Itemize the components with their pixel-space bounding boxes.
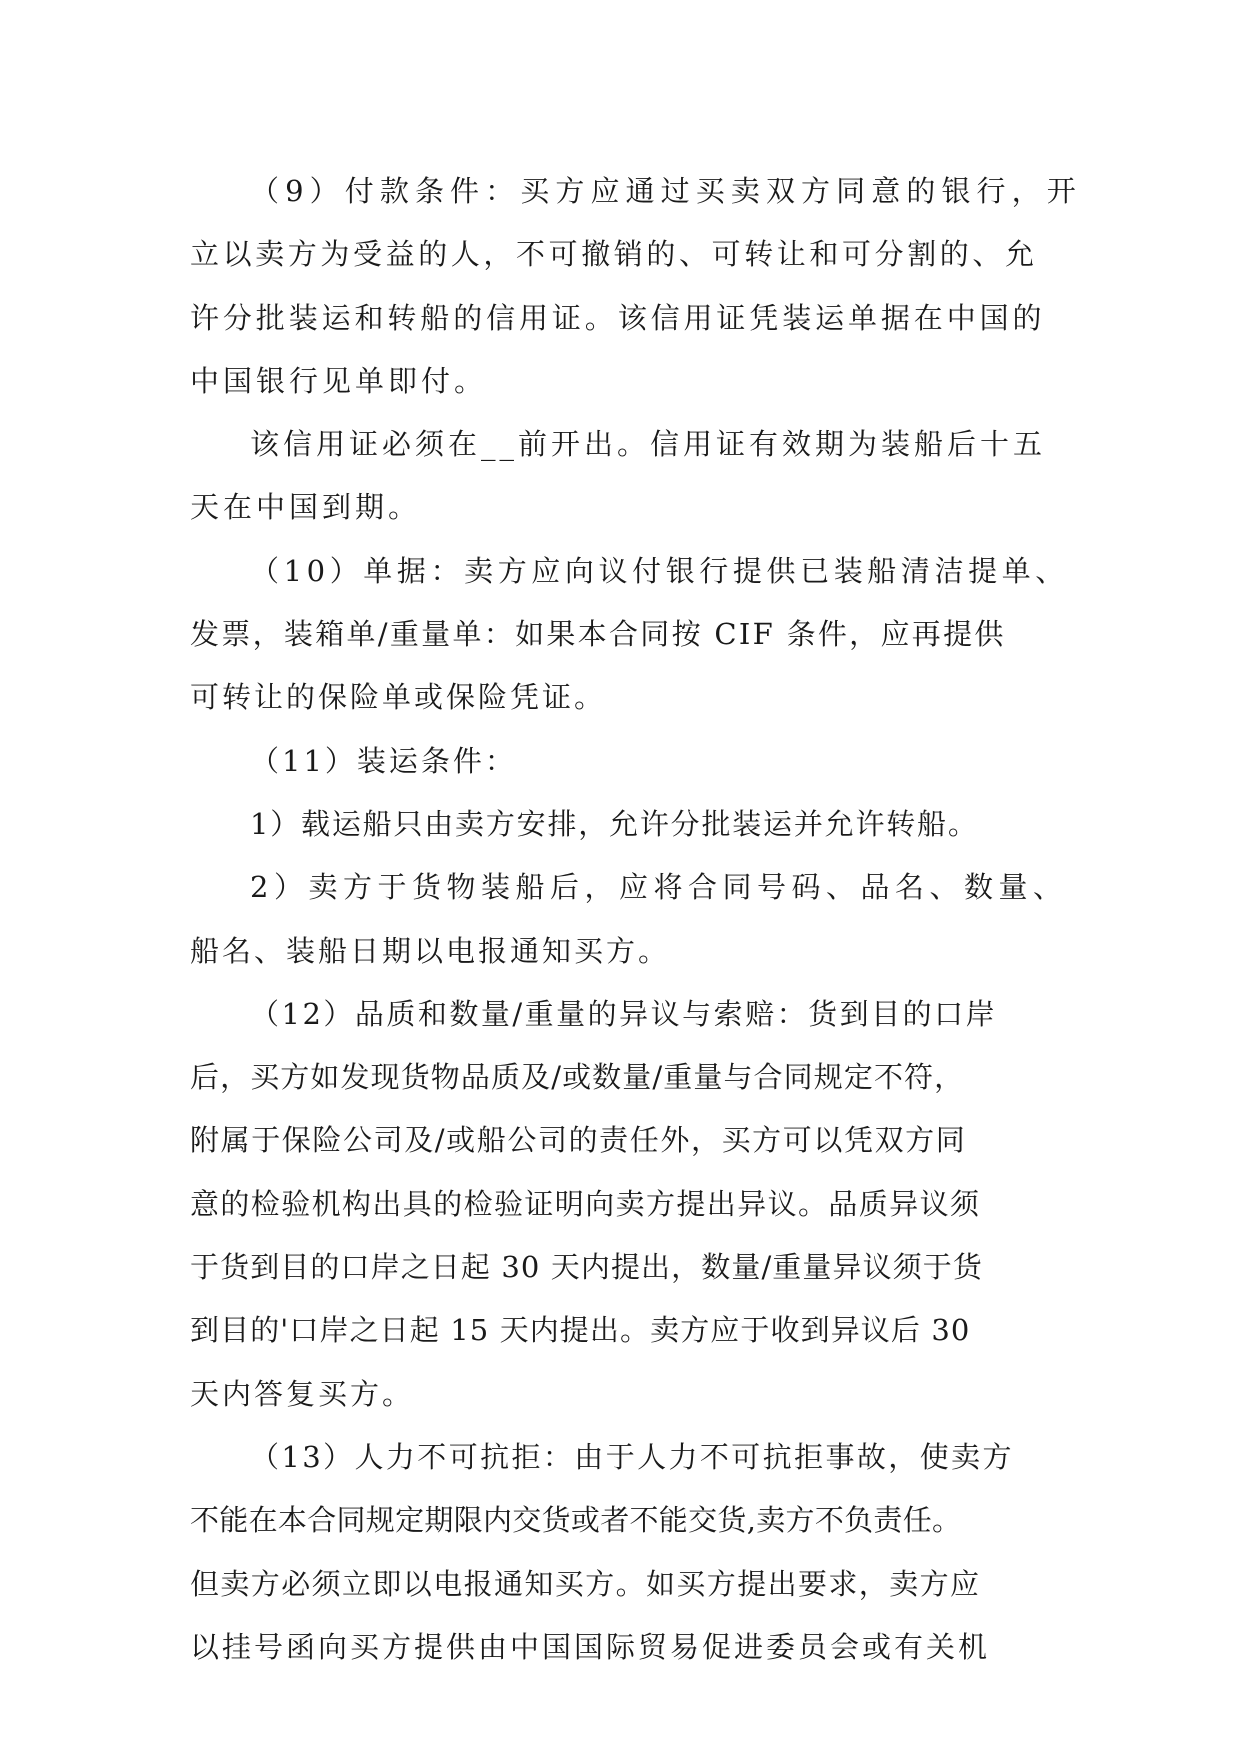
text-line: 发票，装箱单/重量单：如果本合同按 CIF 条件，应再提供 [190, 617, 1006, 652]
text-line: 附属于保险公司及/或船公司的责任外，买方可以凭双方同 [190, 1123, 967, 1158]
text-line: 中国银行见单即付。 [190, 363, 488, 398]
text-line: 于货到目的口岸之日起 30 天内提出，数量/重量异议须于货 [190, 1250, 984, 1285]
text-line: 可转让的保险单或保险凭证。 [190, 680, 607, 715]
text-line: 许分批装运和转船的信用证。该信用证凭装运单据在中国的 [190, 300, 1046, 335]
text-line: 2）卖方于货物装船后，应将合同号码、品名、数量、 [250, 870, 1068, 905]
text-line: （11）装运条件： [250, 743, 517, 778]
text-line: 该信用证必须在__前开出。信用证有效期为装船后十五 [250, 427, 1047, 462]
text-line: （10）单据：卖方应向议付银行提供已装船清洁提单、 [250, 553, 1069, 588]
text-line: 不能在本合同规定期限内交货或者不能交货,卖方不负责任。 [190, 1503, 962, 1538]
text-line: （12）品质和数量/重量的异议与索赔：货到目的口岸 [250, 996, 998, 1031]
text-line: 但卖方必须立即以电报通知买方。如买方提出要求，卖方应 [190, 1566, 981, 1601]
text-line: 意的检验机构出具的检验证明向卖方提出异议。品质异议须 [190, 1186, 981, 1221]
text-line: 以挂号函向买方提供由中国国际贸易促进委员会或有关机 [190, 1629, 991, 1664]
text-line: 后，买方如发现货物品质及/或数量/重量与合同规定不符， [190, 1060, 965, 1095]
text-line: 船名、装船日期以电报通知买方。 [190, 933, 671, 968]
text-line: 天在中国到期。 [190, 490, 422, 525]
text-line: 到目的'口岸之日起 15 天内提出。卖方应于收到异议后 30 [190, 1313, 971, 1348]
text-line: 1）载运船只由卖方安排，允许分批装运并允许转船。 [250, 806, 979, 841]
text-line: （9）付款条件：买方应通过买卖双方同意的银行，开 [250, 174, 1082, 208]
text-line: （13）人力不可抗拒：由于人力不可抗拒事故，使卖方 [250, 1439, 1014, 1474]
text-line: 天内答复买方。 [190, 1376, 415, 1411]
document-body [190, 160, 1082, 1679]
text-line: 立以卖方为受益的人，不可撤销的、可转让和可分割的、允 [190, 237, 1038, 272]
